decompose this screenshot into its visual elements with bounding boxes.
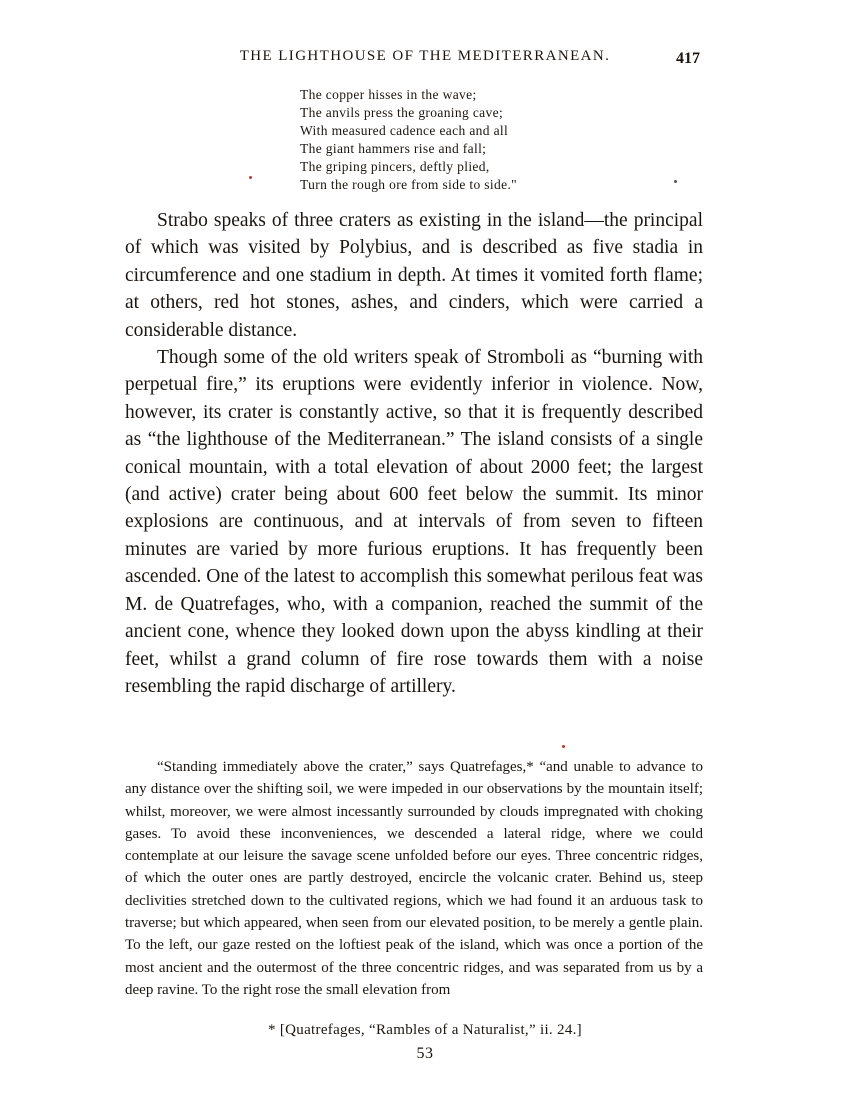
verse-quotation [300,86,720,194]
footnote: * [Quatrefages, “Rambles of a Naturalist,” ii. 24.] [268,1022,582,1038]
quote-paragraph: “Standing immediately above the crater,” says Quatrefages,* “and unable to advance to any distance over the shifting soil, we were impeded in our observations by the mountain itself; whilst, moreover, we were almost incessantly surrounded by clouds impregnated with choking gases. To avoid these inconveniences, we descended a lateral ridge, where we could contemplate at our leisure the savage scene unfolded before our eyes. Three concentric ridges, of which the outer ones are partly destroyed, encircle the volcanic crater. Behind us, steep declivities stretched down to the cultivated regions, which we had found it an arduous task to traverse; but which appeared, when seen from our elevated position, to be merely a gentle plain. To the left, our gaze rested on the loftiest peak of the island, which was once a portion of the most ancient and the outermost of the three concentric ridges, and was separated from us by a deep ravine. To the right rose the small elevation from [125,759,703,998]
verse-line: With measured cadence each and all [300,123,509,138]
paragraph: Though some of the old writers speak of Stromboli as “burning with perpetual fire,” its eruptions were evidently inferior in violence. Now, however, its crater is constantly active, so that it is frequently described as “the lighthouse of the Mediterranean.” The island consists of a single conical mountain, with a total elevation of about 2000 feet; the largest (and active) crater being about 600 feet below the summit. Its minor explosions are continuous, and at intervals of from seven to fifteen minutes are varied by more furious eruptions. It has frequently been ascended. One of the latest to accomplish this somewhat perilous feat was M. de Quatrefages, who, with a companion, reached the summit of the ancient cone, whence they looked down upon the abyss kindling at their feet, whilst a grand column of fire rose towards them with a noise resembling the rapid discharge of artillery. [125,347,703,697]
main-text [125,207,703,700]
paragraph: Strabo speaks of three craters as existing in the island—the principal of which was visited by Polybius, and is described as five stadia in circumference and one stadium in depth. At times it vomited forth flame; at others, red hot stones, ashes, and cinders, which were carried a considerable distance. [125,210,703,341]
running-title: THE LIGHTHOUSE OF THE MEDITERRANEAN. [239,48,611,64]
verse-line: The griping pincers, deftly plied, [300,159,490,174]
page-header [0,44,850,70]
block-quotation [125,756,703,1001]
ink-speck [249,176,252,179]
verse-line: The giant hammers rise and fall; [300,141,487,156]
verse-line: The copper hisses in the wave; [300,87,477,102]
ink-speck [674,180,677,183]
verse-line: The anvils press the groaning cave; [300,105,504,120]
verse-line: Turn the rough ore from side to side." [300,177,518,192]
ink-speck [562,745,565,748]
page-number: 417 [676,50,700,67]
signature-mark: 53 [416,1045,434,1062]
